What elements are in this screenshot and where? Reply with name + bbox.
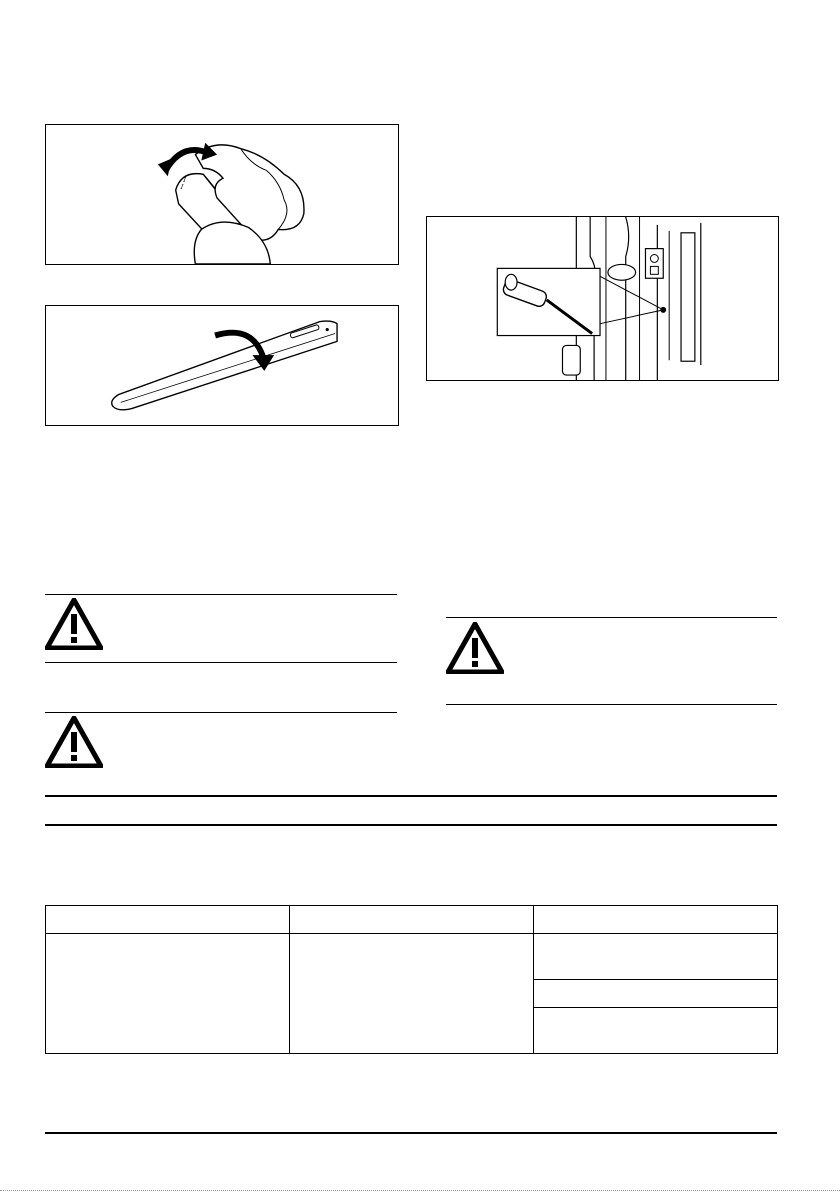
svg-text:ꟷ ꟷ: ꟷ ꟷ: [178, 176, 190, 191]
warning-rule-top-2: [45, 712, 397, 713]
table-header-cell: [290, 906, 534, 934]
table-row: [46, 934, 778, 980]
warning-triangle-icon: [45, 716, 103, 768]
bar-check-illustration: [46, 125, 398, 264]
figure-bar-turn: [45, 305, 399, 426]
section-rule-bottom: [45, 824, 777, 826]
figure-grease-gun: [426, 216, 779, 381]
footer-rule: [45, 1132, 777, 1134]
warning-triangle-icon: [45, 598, 103, 650]
warning-rule-top-3: [446, 617, 777, 618]
table-cell: [534, 1008, 778, 1054]
section-rule-top: [45, 795, 777, 797]
troubleshooting-table: [45, 905, 778, 1054]
table-cell: [534, 934, 778, 980]
bar-turn-illustration: [46, 306, 398, 425]
table-header-cell: [46, 906, 290, 934]
warning-rule-top-1: [45, 594, 397, 595]
warning-triangle-icon: [446, 622, 504, 674]
figure-bar-check: [45, 124, 399, 265]
page-edge-dots: [0, 1190, 840, 1191]
table-cell: [46, 934, 290, 1054]
table-cell: [290, 934, 534, 1054]
table-header-row: [46, 906, 778, 934]
table-cell: [534, 980, 778, 1008]
warning-rule-bottom-1: [45, 662, 397, 663]
grease-gun-illustration: [427, 217, 778, 380]
warning-rule-bottom-3: [446, 704, 777, 705]
table-header-cell: [534, 906, 778, 934]
